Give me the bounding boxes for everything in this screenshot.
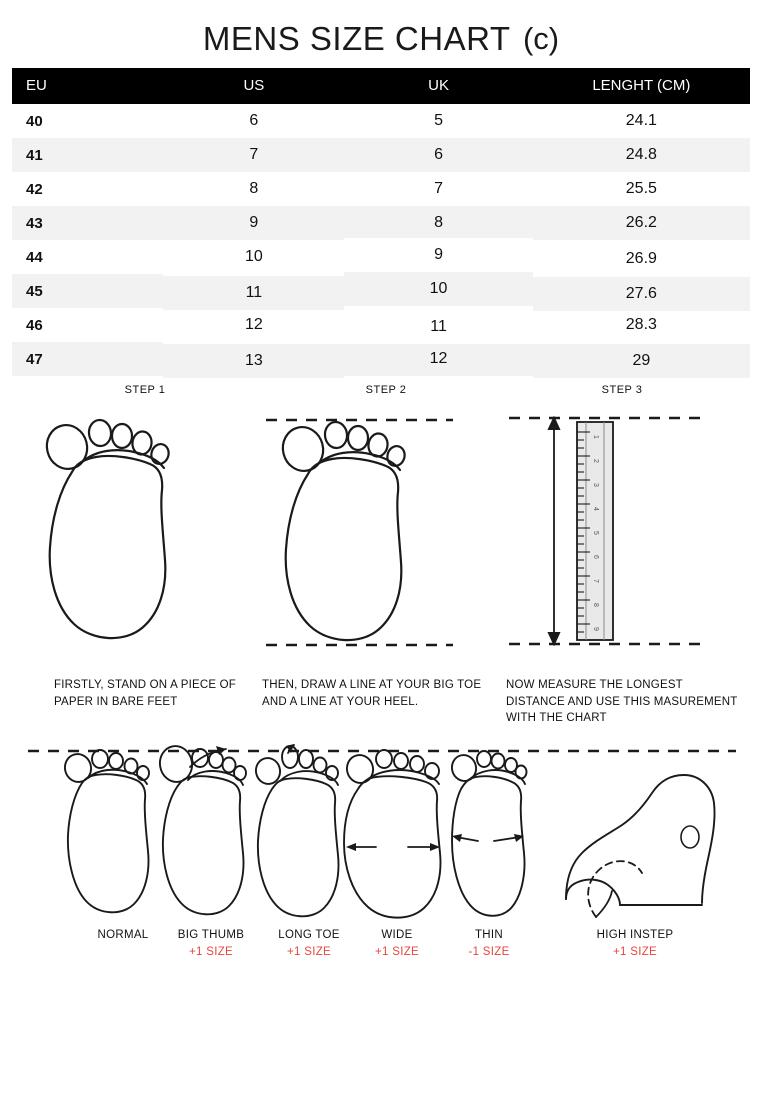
column-header-uk: UK [344,68,532,104]
cell-eu: 47 [12,342,163,376]
size-chart-table-container [12,68,750,376]
variant-wide-name: WIDE [381,929,413,942]
cell-us: 9 [163,206,344,240]
table-row [12,274,750,308]
cell-uk: 6 [344,138,532,172]
step-3-text: NOW MEASURE THE LONGEST DISTANCE AND USE THIS MASUREMENT WITH THE CHART [506,679,738,725]
cell-us: 11 [163,276,344,310]
step-1 [12,384,258,727]
page-title [0,0,762,68]
variant-long-toe-name: LONG TOE [278,929,340,942]
step-3-illustration [504,402,750,667]
ruler-body [577,422,613,640]
cell-length: 24.1 [533,104,750,138]
step-2-text: THEN, DRAW A LINE AT YOUR BIG TOE AND A LINE AT YOUR HEEL. [262,679,482,708]
variant-big-thumb-name: BIG THUMB [177,929,245,942]
svg-text:6: 6 [592,555,599,559]
step-3-label: STEP 3 [601,384,643,396]
cell-uk: 10 [344,272,532,306]
cell-uk: 7 [344,172,532,206]
variant-high-instep-adjustment: +1 SIZE [613,946,657,959]
cell-length: 25.5 [533,172,750,206]
cell-uk: 8 [344,206,532,240]
cell-length: 26.2 [533,206,750,240]
table-row [12,104,750,138]
cell-length: 26.9 [533,242,750,276]
bare-foot-outline-icon [12,402,252,667]
cell-length: 29 [533,344,750,378]
foot-thin-icon [449,751,526,916]
svg-text:4: 4 [592,507,599,511]
table-row [12,342,750,376]
variant-thin-name: THIN [474,929,504,942]
table-row [12,240,750,274]
svg-text:9: 9 [592,627,599,631]
table-body [12,104,750,376]
cell-uk: 11 [344,310,532,344]
variant-high-instep-name: HIGH INSTEP [596,929,674,942]
cell-eu: 45 [12,274,163,308]
cell-length: 27.6 [533,277,750,311]
table-row [12,138,750,172]
variant-big-thumb-adjustment: +1 SIZE [189,946,233,959]
foot-variants-illustration [0,741,762,941]
cell-us: 10 [163,240,344,274]
variant-wide-adjustment: +1 SIZE [375,946,419,959]
cell-eu: 46 [12,308,163,342]
variant-long-toe-adjustment: +1 SIZE [287,946,331,959]
step-3 [504,384,750,727]
svg-text:7: 7 [592,579,599,583]
foot-with-toe-heel-lines-icon [258,402,498,667]
cell-uk: 9 [344,238,532,272]
foot-big-thumb-icon [157,744,246,915]
cell-us: 6 [163,104,344,138]
column-header-eu: EU [12,68,163,104]
table-row [12,172,750,206]
page-title-main: MENS SIZE CHART [202,20,511,57]
foot-normal-icon [62,750,149,912]
column-header-length: LENGHT (CM) [533,68,750,104]
ruler-measure-icon [504,402,744,667]
variant-big-thumb [158,929,264,958]
size-chart-table [12,68,750,376]
step-2-illustration [258,402,504,667]
cell-eu: 43 [12,206,163,240]
cell-us: 12 [163,308,344,342]
variant-thin [437,929,541,958]
measurement-steps [0,384,762,727]
variant-thin-adjustment: -1 SIZE [468,946,510,959]
cell-eu: 40 [12,104,163,138]
column-header-us: US [163,68,344,104]
step-2 [258,384,504,727]
cell-length: 28.3 [533,308,750,342]
svg-text:5: 5 [592,531,599,535]
page-title-sub: (c) [522,21,560,56]
cell-length: 24.8 [533,138,750,172]
variant-label-row [0,929,762,989]
variant-wide [345,929,449,958]
table-row [12,308,750,342]
variant-high-instep [570,929,700,958]
svg-text:8: 8 [592,603,599,607]
table-row [12,206,750,240]
cell-uk: 12 [344,342,532,376]
step-2-label: STEP 2 [365,384,407,396]
foot-wide-icon [344,750,440,918]
table-header [12,68,750,104]
step-1-label: STEP 1 [124,384,166,396]
cell-eu: 41 [12,138,163,172]
step-1-text: FIRSTLY, STAND ON A PIECE OF PAPER IN BARE FEET [54,679,236,708]
variant-normal-name: NORMAL [97,929,149,942]
cell-eu: 42 [12,172,163,206]
cell-uk: 5 [344,104,532,138]
svg-text:1: 1 [592,435,599,439]
svg-text:2: 2 [592,459,599,463]
table-header-row [12,68,750,104]
cell-eu: 44 [12,240,163,274]
cell-us: 8 [163,172,344,206]
foot-long-toe-icon [254,744,339,916]
foot-shape-variants [0,741,762,1011]
svg-text:3: 3 [592,483,599,487]
cell-us: 7 [163,138,344,172]
cell-us: 13 [163,344,344,378]
step-1-illustration [12,402,258,667]
foot-high-instep-icon [566,775,715,917]
